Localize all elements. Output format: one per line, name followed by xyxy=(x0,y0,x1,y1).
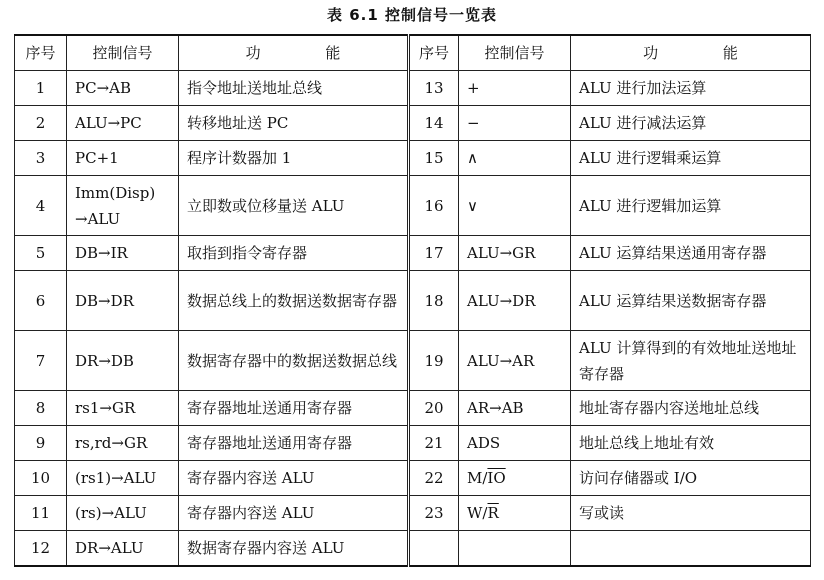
function-cell: 取指到指令寄存器 xyxy=(179,236,409,271)
signal-cell: DR→DB xyxy=(67,331,179,391)
signal-cell: DB→IR xyxy=(67,236,179,271)
control-signal-table xyxy=(14,34,811,567)
row-number xyxy=(409,531,459,566)
signal-cell xyxy=(459,461,571,496)
function-cell: 转移地址送 PC xyxy=(179,106,409,141)
signal-overline: $\overline{R}$ xyxy=(487,504,499,522)
signal-cell: (rs1)→ALU xyxy=(67,461,179,496)
signal-cell: ALU→GR xyxy=(459,236,571,271)
function-cell: 地址寄存器内容送地址总线 xyxy=(571,391,811,426)
signal-cell xyxy=(459,496,571,531)
signal-cell: PC+1 xyxy=(67,141,179,176)
header-row xyxy=(15,35,811,71)
function-cell: 数据寄存器中的数据送数据总线 xyxy=(179,331,409,391)
signal-cell: rs1→GR xyxy=(67,391,179,426)
signal-cell: ∨ xyxy=(459,176,571,236)
function-cell: 寄存器内容送 ALU xyxy=(179,496,409,531)
table-row xyxy=(15,71,811,106)
signal-cell: DR→ALU xyxy=(67,531,179,566)
row-number: 20 xyxy=(409,391,459,426)
row-number: 7 xyxy=(15,331,67,391)
function-cell xyxy=(571,531,811,566)
function-cell: 寄存器地址送通用寄存器 xyxy=(179,391,409,426)
row-number: 17 xyxy=(409,236,459,271)
signal-cell: − xyxy=(459,106,571,141)
signal-cell: DB→DR xyxy=(67,271,179,331)
signal-cell: (rs)→ALU xyxy=(67,496,179,531)
row-number: 14 xyxy=(409,106,459,141)
table-row xyxy=(15,391,811,426)
header-signal: 控制信号 xyxy=(459,35,571,71)
table-caption: 表 6.1 控制信号一览表 xyxy=(326,6,498,24)
function-cell: 指令地址送地址总线 xyxy=(179,71,409,106)
row-number: 13 xyxy=(409,71,459,106)
signal-cell: ∧ xyxy=(459,141,571,176)
function-cell: ALU 进行逻辑乘运算 xyxy=(571,141,811,176)
row-number: 10 xyxy=(15,461,67,496)
row-number: 8 xyxy=(15,391,67,426)
header-seq: 序号 xyxy=(15,35,67,71)
header-seq: 序号 xyxy=(409,35,459,71)
table-row xyxy=(15,141,811,176)
signal-cell: ALU→AR xyxy=(459,331,571,391)
row-number: 9 xyxy=(15,426,67,461)
signal-cell: Imm(Disp) →ALU xyxy=(67,176,179,236)
row-number: 11 xyxy=(15,496,67,531)
signal-prefix: W/ xyxy=(467,504,488,522)
signal-cell: + xyxy=(459,71,571,106)
row-number: 1 xyxy=(15,71,67,106)
function-cell: 数据总线上的数据送数据寄存器 xyxy=(179,271,409,331)
function-cell: ALU 进行减法运算 xyxy=(571,106,811,141)
signal-cell: ALU→PC xyxy=(67,106,179,141)
row-number: 3 xyxy=(15,141,67,176)
signal-overline: $\overline{IO}$ xyxy=(487,469,506,487)
function-cell: 地址总线上地址有效 xyxy=(571,426,811,461)
table-row xyxy=(15,461,811,496)
function-cell: 程序计数器加 1 xyxy=(179,141,409,176)
header-function: 功 能 xyxy=(571,35,811,71)
signal-cell: PC→AB xyxy=(67,71,179,106)
function-cell: ALU 运算结果送数据寄存器 xyxy=(571,271,811,331)
header-function: 功 能 xyxy=(179,35,409,71)
signal-cell: AR→AB xyxy=(459,391,571,426)
row-number: 4 xyxy=(15,176,67,236)
table-row xyxy=(15,176,811,236)
signal-cell: ALU→DR xyxy=(459,271,571,331)
row-number: 2 xyxy=(15,106,67,141)
signal-cell xyxy=(459,531,571,566)
table-row xyxy=(15,496,811,531)
row-number: 18 xyxy=(409,271,459,331)
table-row xyxy=(15,106,811,141)
signal-cell: rs,rd→GR xyxy=(67,426,179,461)
row-number: 12 xyxy=(15,531,67,566)
row-number: 19 xyxy=(409,331,459,391)
function-cell: ALU 进行加法运算 xyxy=(571,71,811,106)
function-cell: 寄存器地址送通用寄存器 xyxy=(179,426,409,461)
table-row xyxy=(15,531,811,566)
function-cell: 寄存器内容送 ALU xyxy=(179,461,409,496)
row-number: 6 xyxy=(15,271,67,331)
table-row xyxy=(15,271,811,331)
row-number: 21 xyxy=(409,426,459,461)
signal-prefix: M/ xyxy=(467,469,488,487)
header-signal: 控制信号 xyxy=(67,35,179,71)
row-number: 15 xyxy=(409,141,459,176)
table-row xyxy=(15,331,811,391)
function-cell: 访问存储器或 I/O xyxy=(571,461,811,496)
row-number: 16 xyxy=(409,176,459,236)
function-cell: 数据寄存器内容送 ALU xyxy=(179,531,409,566)
table-row xyxy=(15,426,811,461)
function-cell: 写或读 xyxy=(571,496,811,531)
signal-cell: ADS xyxy=(459,426,571,461)
row-number: 22 xyxy=(409,461,459,496)
function-cell: ALU 运算结果送通用寄存器 xyxy=(571,236,811,271)
function-cell: ALU 计算得到的有效地址送地址寄存器 xyxy=(571,331,811,391)
function-cell: 立即数或位移量送 ALU xyxy=(179,176,409,236)
function-cell: ALU 进行逻辑加运算 xyxy=(571,176,811,236)
row-number: 5 xyxy=(15,236,67,271)
row-number: 23 xyxy=(409,496,459,531)
table-row xyxy=(15,236,811,271)
